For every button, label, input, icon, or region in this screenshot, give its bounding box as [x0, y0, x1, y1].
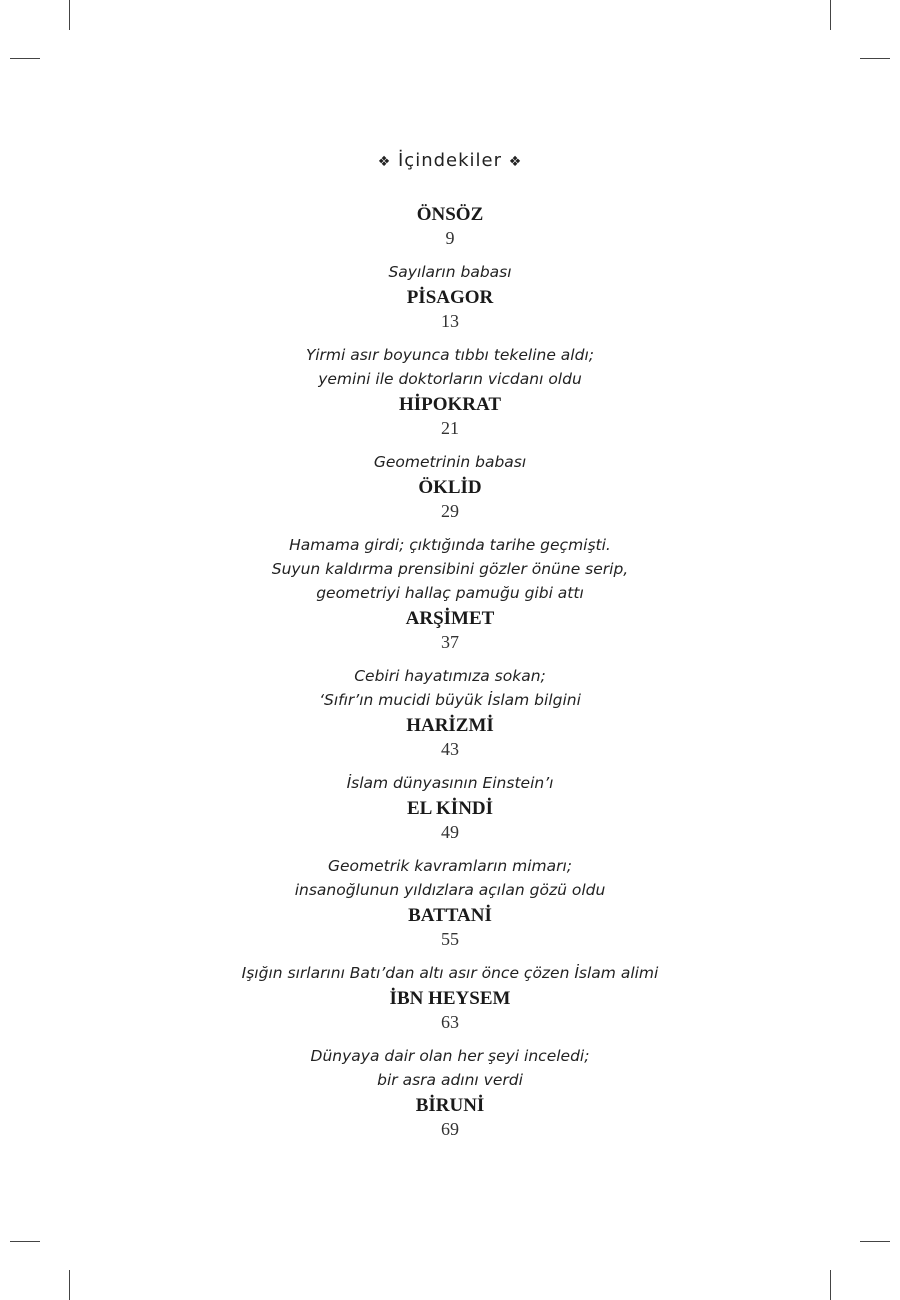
entry-page-number: 13	[441, 311, 459, 331]
entry-subtitle: Suyun kaldırma prensibini gözler önüne serip,	[271, 560, 629, 578]
toc-entry[interactable]	[0, 961, 900, 1044]
entry-page-number: 21	[441, 418, 459, 438]
crop-mark	[860, 58, 890, 59]
entry-subtitle: Işığın sırlarını Batı’dan altı asır önce çözen İslam alimi	[241, 964, 659, 982]
entry-subtitle: Hamama girdi; çıktığında tarihe geçmişti.	[289, 536, 611, 554]
entry-name: BATTANİ	[408, 905, 492, 926]
entry-name: ÖNSÖZ	[416, 204, 484, 225]
entry-name: ARŞİMET	[405, 608, 495, 629]
entry-name: İBN HEYSEM	[389, 988, 511, 1009]
toc-entry[interactable]	[0, 343, 900, 450]
entry-page-number: 49	[441, 822, 459, 842]
ornament-left-icon: ❖	[377, 154, 392, 170]
toc-entries	[0, 203, 900, 1151]
toc-entry[interactable]	[0, 450, 900, 533]
entry-name: HİPOKRAT	[398, 394, 502, 415]
crop-mark	[69, 1270, 70, 1300]
entry-subtitle: geometriyi hallaç pamuğu gibi attı	[316, 584, 584, 602]
entry-page-number: 69	[441, 1119, 459, 1139]
toc-entry[interactable]	[0, 203, 900, 260]
toc-entry[interactable]	[0, 1044, 900, 1151]
entry-page-number: 63	[441, 1012, 459, 1032]
crop-mark	[69, 0, 70, 30]
entry-subtitle: Geometrinin babası	[373, 453, 527, 471]
entry-name: PİSAGOR	[406, 287, 494, 308]
crop-mark	[10, 58, 40, 59]
entry-subtitle: ‘Sıfır’ın mucidi büyük İslam bilgini	[319, 691, 581, 709]
crop-mark	[830, 0, 831, 30]
toc-entry[interactable]	[0, 771, 900, 854]
toc-entry[interactable]	[0, 854, 900, 961]
entry-subtitle: Geometrik kavramların mimarı;	[327, 857, 573, 875]
entry-page-number: 43	[441, 739, 459, 759]
toc-title: İçindekiler	[397, 150, 502, 171]
entry-name: BİRUNİ	[415, 1095, 485, 1116]
toc-entry[interactable]	[0, 664, 900, 771]
entry-page-number: 29	[441, 501, 459, 521]
entry-page-number: 55	[441, 929, 459, 949]
entry-name: ÖKLİD	[418, 477, 482, 498]
entry-subtitle: Sayıların babası	[388, 263, 512, 281]
entry-subtitle: Yirmi asır boyunca tıbbı tekeline aldı;	[306, 346, 594, 364]
entry-page-number: 9	[445, 228, 455, 248]
entry-subtitle: Cebiri hayatımıza sokan;	[354, 667, 546, 685]
entry-subtitle: yemini ile doktorların vicdanı oldu	[318, 370, 582, 388]
entry-name: EL KİNDİ	[406, 798, 494, 819]
toc-heading	[0, 150, 900, 171]
entry-subtitle: insanoğlunun yıldızlara açılan gözü oldu	[294, 881, 606, 899]
crop-mark	[830, 1270, 831, 1300]
entry-subtitle: İslam dünyasının Einstein’ı	[346, 774, 554, 792]
toc-entry[interactable]	[0, 533, 900, 664]
entry-page-number: 37	[441, 632, 459, 652]
crop-mark	[860, 1241, 890, 1242]
crop-mark	[10, 1241, 40, 1242]
entry-name: HARİZMİ	[406, 715, 494, 736]
ornament-right-icon: ❖	[508, 154, 523, 170]
entry-subtitle: Dünyaya dair olan her şeyi inceledi;	[310, 1047, 590, 1065]
entry-subtitle: bir asra adını verdi	[377, 1071, 523, 1089]
toc-entry[interactable]	[0, 260, 900, 343]
